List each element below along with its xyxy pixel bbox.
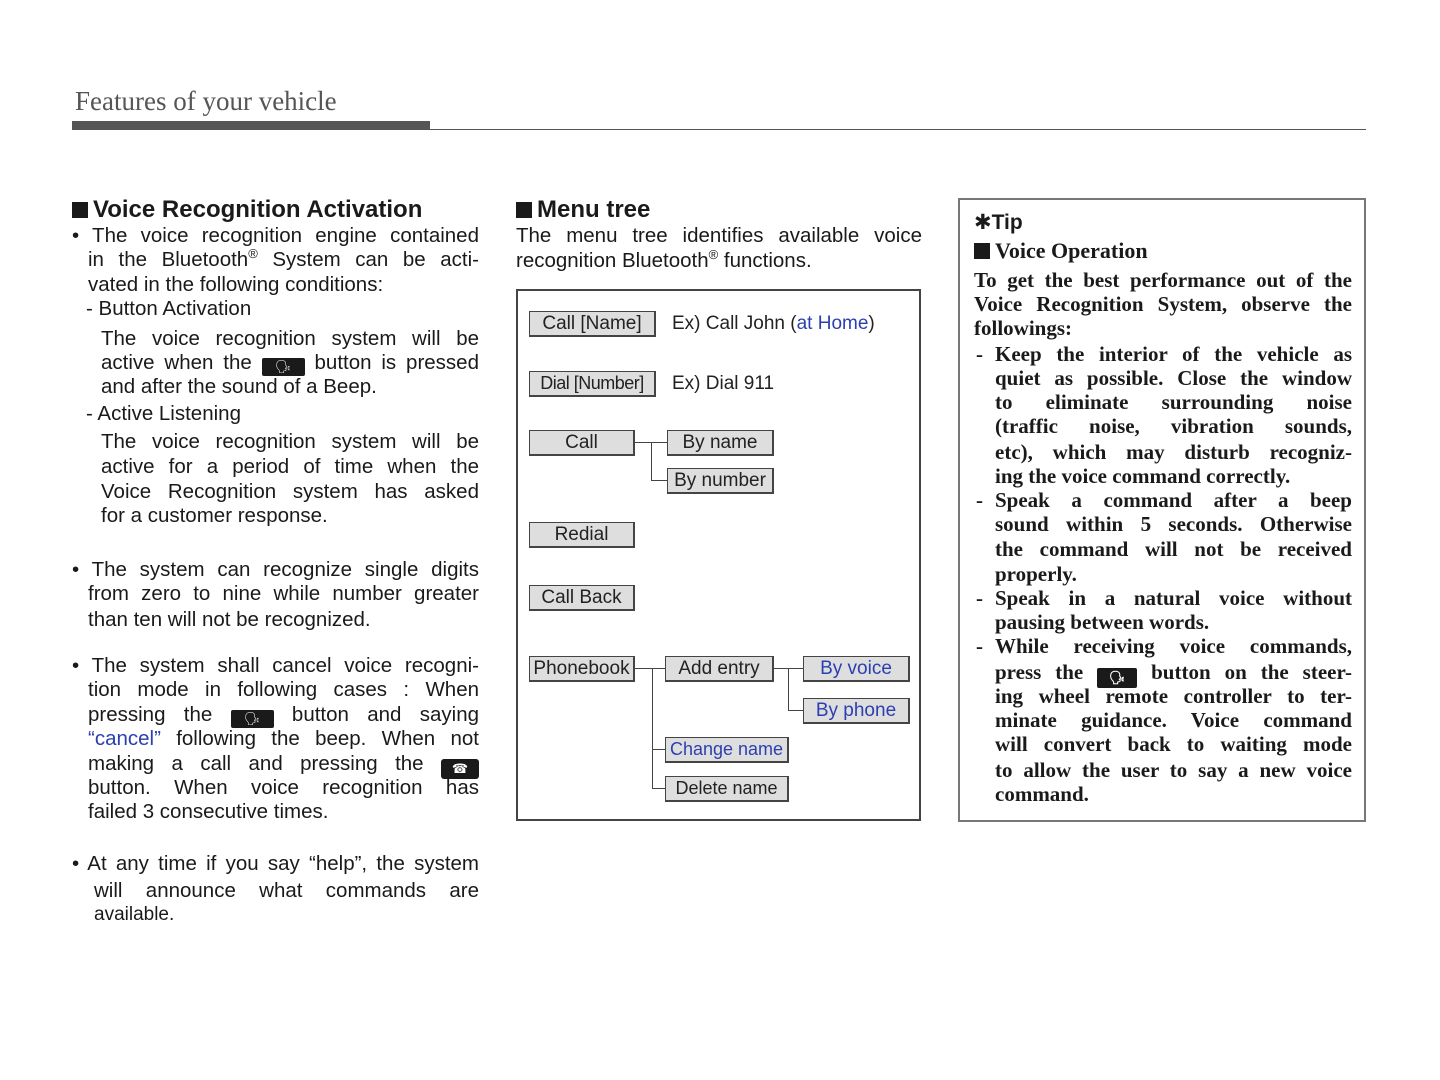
talk-button-icon: 🗣 bbox=[262, 358, 305, 376]
talk-button-icon: 🗣 bbox=[1097, 668, 1137, 688]
node-dial-number: Dial [Number] bbox=[529, 371, 656, 397]
node-change-name: Change name bbox=[665, 737, 789, 763]
paragraph-line: from zero to nine while number greater bbox=[88, 582, 479, 605]
tree-connector bbox=[652, 788, 665, 789]
paragraph-line: for a customer response. bbox=[101, 504, 328, 527]
tree-connector bbox=[651, 442, 652, 480]
tip-line: followings: bbox=[974, 316, 1073, 340]
tip-line: ing the voice command correctly. bbox=[995, 464, 1291, 488]
tip-line: ing wheel remote controller to ter- bbox=[995, 684, 1352, 708]
tip-line: (traffic noise, vibration sounds, bbox=[995, 414, 1352, 438]
tip-line: to allow the user to say a new voice bbox=[995, 758, 1352, 782]
node-by-voice: By voice bbox=[803, 656, 910, 682]
tip-line: Speak a command after a beep bbox=[995, 488, 1352, 512]
tip-line: command. bbox=[995, 782, 1089, 806]
node-add-entry: Add entry bbox=[665, 656, 774, 682]
tip-line: Keep the interior of the vehicle as bbox=[995, 342, 1352, 366]
menu-tree-description: recognition Bluetooth® functions. bbox=[516, 247, 812, 272]
paragraph-line: • The voice recognition engine contained bbox=[72, 224, 479, 247]
paragraph-line: tion mode in following cases : When bbox=[88, 678, 479, 701]
tip-line: properly. bbox=[995, 562, 1077, 586]
tip-line: minate guidance. Voice command bbox=[995, 708, 1352, 732]
paragraph-line: failed 3 consecutive times. bbox=[88, 800, 329, 823]
tip-line: Speak in a natural voice without bbox=[995, 586, 1352, 610]
paragraph-line: pressing the 🗣 button and saying bbox=[88, 703, 479, 726]
header-rule-thick bbox=[72, 121, 430, 130]
paragraph-line: in the Bluetooth® System can be acti- bbox=[88, 246, 479, 271]
menu-tree-description: The menu tree identifies available voice bbox=[516, 224, 922, 247]
tree-connector bbox=[651, 480, 667, 481]
tip-heading: Voice Operation bbox=[974, 238, 1148, 264]
tip-line: the command will not be received bbox=[995, 537, 1352, 561]
paragraph-line: and after the sound of a Beep. bbox=[101, 375, 377, 398]
tree-connector bbox=[652, 668, 653, 788]
paragraph-line: • The system shall cancel voice recogni- bbox=[72, 654, 479, 677]
tree-connector bbox=[788, 710, 803, 711]
node-redial: Redial bbox=[529, 522, 635, 548]
tree-connector bbox=[788, 668, 789, 710]
paragraph-line: button. When voice recognition has bbox=[88, 776, 479, 799]
tip-dash: - bbox=[976, 488, 983, 512]
node-by-phone: By phone bbox=[803, 698, 910, 724]
tip-line: While receiving voice commands, bbox=[995, 634, 1352, 658]
paragraph-line: The voice recognition system will be bbox=[101, 430, 479, 453]
tip-line: Voice Recognition System, observe the bbox=[974, 292, 1352, 316]
tree-connector bbox=[652, 749, 665, 750]
menu-tree-heading: Menu tree bbox=[516, 196, 650, 224]
talk-button-icon: 🗣 bbox=[231, 710, 274, 728]
tip-label: ✱Tip bbox=[974, 211, 1023, 234]
subheading-button-activation: - Button Activation bbox=[86, 297, 252, 320]
node-delete-name: Delete name bbox=[665, 776, 789, 802]
node-call: Call bbox=[529, 430, 635, 456]
paragraph-line: available. bbox=[94, 904, 175, 925]
example-call-john: Ex) Call John (at Home) bbox=[672, 313, 875, 334]
node-by-number: By number bbox=[667, 468, 774, 494]
node-call-name: Call [Name] bbox=[529, 311, 656, 337]
tip-line: press the 🗣 button on the steer- bbox=[995, 660, 1352, 688]
paragraph-line: active for a period of time when the bbox=[101, 455, 479, 478]
node-phonebook: Phonebook bbox=[529, 656, 635, 682]
paragraph-line: “cancel” following the beep. When not bbox=[88, 727, 479, 750]
paragraph-line: Voice Recognition system has asked bbox=[101, 480, 479, 503]
node-call-back: Call Back bbox=[529, 585, 635, 611]
paragraph-line: making a call and pressing the ☎ bbox=[88, 752, 479, 779]
page-header-title: Features of your vehicle bbox=[75, 86, 337, 116]
tree-connector bbox=[635, 668, 665, 669]
menu-tree-diagram bbox=[516, 289, 921, 821]
tip-dash: - bbox=[976, 634, 983, 658]
square-bullet-icon bbox=[516, 202, 532, 218]
voice-activation-heading: Voice Recognition Activation bbox=[72, 196, 422, 224]
tip-line: will convert back to waiting mode bbox=[995, 732, 1352, 756]
tip-line: to eliminate surrounding noise bbox=[995, 390, 1352, 414]
tip-dash: - bbox=[976, 342, 983, 366]
square-bullet-icon bbox=[974, 243, 990, 259]
end-call-button-icon: ☎ bbox=[441, 759, 479, 779]
header-rule-thin bbox=[430, 129, 1366, 130]
tip-line: To get the best performance out of the bbox=[974, 268, 1352, 292]
subheading-active-listening: - Active Listening bbox=[86, 402, 241, 425]
square-bullet-icon bbox=[72, 202, 88, 218]
tip-line: quiet as possible. Close the window bbox=[995, 366, 1352, 390]
tip-line: etc), which may disturb recogniz- bbox=[995, 440, 1352, 464]
tip-line: sound within 5 seconds. Otherwise bbox=[995, 512, 1352, 536]
example-dial-911: Ex) Dial 911 bbox=[672, 373, 775, 394]
tip-box bbox=[958, 198, 1366, 822]
paragraph-line: vated in the following conditions: bbox=[88, 273, 384, 296]
paragraph-line: • At any time if you say “help”, the system bbox=[72, 852, 479, 875]
paragraph-line: than ten will not be recognized. bbox=[88, 608, 371, 631]
paragraph-line: The voice recognition system will be bbox=[101, 327, 479, 350]
tip-dash: - bbox=[976, 586, 983, 610]
node-by-name: By name bbox=[667, 430, 774, 456]
paragraph-line: active when the 🗣 button is pressed bbox=[101, 351, 479, 374]
paragraph-line: • The system can recognize single digits bbox=[72, 558, 479, 581]
tip-line: pausing between words. bbox=[995, 610, 1210, 634]
paragraph-line: will announce what commands are bbox=[94, 879, 479, 902]
